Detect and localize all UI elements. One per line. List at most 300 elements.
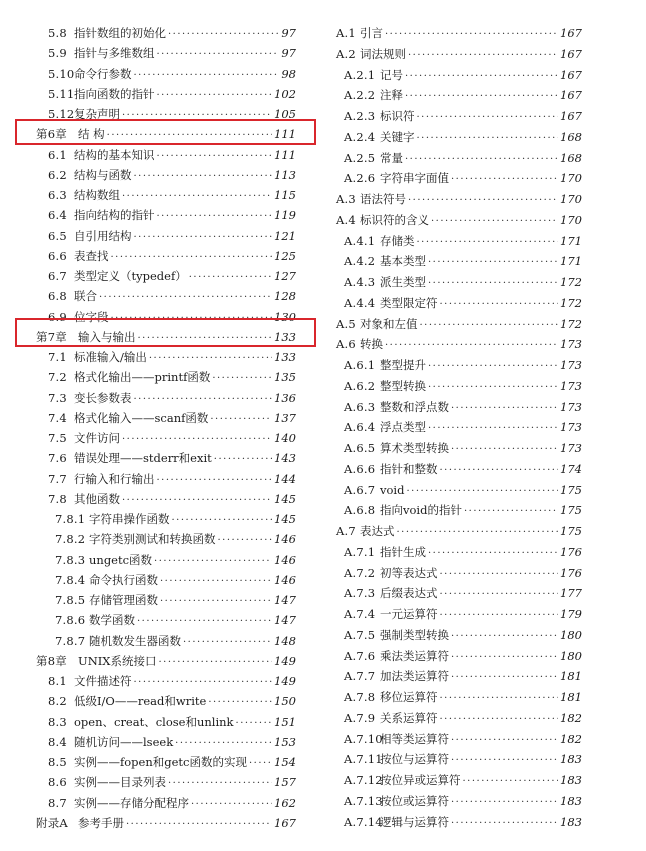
toc-entry-title: 实例——fopen和getc函数的实现 (74, 755, 247, 769)
dot-leader (137, 613, 272, 631)
toc-entry-number: 8.3 (48, 715, 67, 729)
toc-entry-title: 结构的基本知识 (74, 148, 155, 162)
toc-entry-title: 整型提升 (380, 358, 426, 372)
dot-leader (440, 586, 559, 604)
dot-leader (405, 151, 558, 169)
toc-entry[interactable] (48, 672, 296, 690)
toc-entry[interactable] (344, 418, 582, 436)
toc-entry-page-number: 149 (274, 654, 296, 668)
toc-entry-title: 表达式 (360, 524, 395, 538)
toc-entry-title: 文件描述符 (74, 674, 132, 688)
toc-entry[interactable] (336, 211, 582, 229)
toc-entry-page-number: 172 (560, 275, 582, 289)
toc-entry-title: open、creat、close和unlink (74, 715, 234, 729)
toc-entry-number: 7.8.2 (55, 532, 86, 546)
toc-entry[interactable] (344, 730, 582, 748)
toc-entry[interactable] (344, 377, 582, 395)
toc-entry-title: 命令执行函数 (89, 573, 158, 587)
toc-entry-page-number: 153 (274, 735, 296, 749)
dot-leader (189, 269, 272, 287)
toc-entry-number: A.7.4 (344, 607, 376, 621)
dot-leader (420, 317, 559, 335)
toc-entry[interactable] (55, 611, 296, 629)
toc-entry-page-number: 154 (274, 755, 296, 769)
toc-entry[interactable] (55, 571, 296, 589)
dot-leader (451, 794, 558, 812)
toc-entry-number: 7.8 (48, 492, 67, 506)
toc-entry[interactable] (48, 773, 296, 791)
toc-entry[interactable] (344, 564, 582, 582)
toc-entry-page-number: 136 (274, 391, 296, 405)
toc-entry-page-number: 175 (560, 524, 582, 538)
toc-entry-title: 自引用结构 (74, 229, 132, 243)
toc-entry[interactable] (344, 605, 582, 623)
toc-entry[interactable] (344, 107, 582, 125)
dot-leader (99, 289, 272, 307)
dot-leader (218, 532, 273, 550)
toc-entry-page-number: 97 (281, 46, 296, 60)
dot-leader (385, 337, 558, 355)
toc-entry-number: A.2.2 (344, 88, 376, 102)
toc-entry-title: 强制类型转换 (380, 628, 449, 642)
toc-entry-title: 字符串字面值 (380, 171, 449, 185)
toc-entry-page-number: 180 (560, 628, 582, 642)
toc-entry-title: 乘法类运算符 (380, 649, 449, 663)
toc-entry[interactable] (344, 356, 582, 374)
toc-entry-title: 输入与输出 (78, 330, 136, 344)
toc-entry[interactable] (48, 368, 296, 386)
toc-entry-page-number: 130 (274, 310, 296, 324)
dot-leader (451, 815, 558, 833)
toc-entry[interactable] (48, 794, 296, 812)
toc-entry-number: A.7.7 (344, 669, 376, 683)
toc-entry[interactable] (336, 45, 582, 63)
toc-entry[interactable] (344, 626, 582, 644)
toc-entry-title: 命令行参数 (74, 67, 132, 81)
dot-leader (451, 628, 558, 646)
toc-entry-page-number: 183 (560, 773, 582, 787)
toc-entry[interactable] (48, 692, 296, 710)
toc-entry-title: 按位与运算符 (380, 752, 449, 766)
toc-entry-page-number: 182 (560, 711, 582, 725)
toc-entry-title: 格式化输入——scanf函数 (74, 411, 209, 425)
dot-leader (122, 188, 272, 206)
toc-entry-number: 6.5 (48, 229, 67, 243)
toc-entry-number: A.7 (336, 524, 356, 538)
toc-entry[interactable] (344, 128, 582, 146)
toc-entry-number: 5.8 (48, 26, 67, 40)
toc-entry-title: 标识符的含义 (360, 213, 429, 227)
toc-entry-number: 7.8.3 (55, 553, 86, 567)
toc-entry-number: A.7.1 (344, 545, 376, 559)
toc-entry[interactable] (55, 591, 296, 609)
toc-entry-page-number: 176 (560, 545, 582, 559)
toc-entry-number: 6.6 (48, 249, 67, 263)
dot-leader (168, 775, 272, 793)
toc-entry-number: A.4 (336, 213, 356, 227)
toc-entry-page-number: 175 (560, 483, 582, 497)
dot-leader (160, 573, 272, 591)
toc-entry[interactable] (344, 169, 582, 187)
toc-entry-number: 7.8.5 (55, 593, 86, 607)
toc-entry-page-number: 167 (560, 68, 582, 82)
dot-leader (428, 379, 558, 397)
dot-leader (175, 735, 272, 753)
toc-entry-title: 字符串操作函数 (89, 512, 170, 526)
dot-leader (157, 87, 273, 105)
toc-entry-title: 对象和左值 (360, 317, 418, 331)
dot-leader (214, 451, 272, 469)
toc-entry-title: 相等类运算符 (380, 732, 449, 746)
toc-entry-number: 7.6 (48, 451, 67, 465)
toc-entry-page-number: 172 (560, 317, 582, 331)
toc-entry[interactable] (336, 315, 582, 333)
toc-entry[interactable] (344, 543, 582, 561)
toc-entry-page-number: 168 (560, 130, 582, 144)
dot-leader (440, 690, 559, 708)
toc-entry-title: 加法类运算符 (380, 669, 449, 683)
toc-entry-title: 整数和浮点数 (380, 400, 449, 414)
dot-leader (405, 88, 558, 106)
toc-entry-title: 指向函数的指针 (74, 87, 155, 101)
toc-entry-page-number: 173 (560, 358, 582, 372)
toc-entry-number: 7.8.1 (55, 512, 86, 526)
toc-entry-page-number: 145 (274, 512, 296, 526)
toc-entry[interactable] (344, 232, 582, 250)
toc-entry-page-number: 125 (274, 249, 296, 263)
toc-entry-title: 后缀表达式 (380, 586, 438, 600)
toc-entry-page-number: 172 (560, 296, 582, 310)
toc-entry[interactable] (344, 398, 582, 416)
dot-leader (451, 400, 558, 418)
toc-entry-number: A.6.8 (344, 503, 376, 517)
dot-leader (134, 168, 273, 186)
toc-entry-page-number: 175 (560, 503, 582, 517)
toc-entry-number: 6.7 (48, 269, 67, 283)
toc-entry-number: A.6.6 (344, 462, 376, 476)
dot-leader (249, 755, 272, 773)
toc-entry[interactable] (344, 481, 582, 499)
toc-entry[interactable] (48, 348, 296, 366)
toc-entry[interactable] (344, 252, 582, 270)
toc-entry-title: UNIX系统接口 (78, 654, 157, 668)
toc-entry[interactable] (55, 530, 296, 548)
toc-entry-page-number: 173 (560, 441, 582, 455)
toc-entry[interactable] (55, 632, 296, 650)
toc-entry[interactable] (55, 510, 296, 528)
dot-leader (111, 249, 273, 267)
toc-entry-page-number: 168 (560, 151, 582, 165)
toc-entry-page-number: 173 (560, 379, 582, 393)
toc-entry-title: 位字段 (74, 310, 109, 324)
dot-leader (408, 47, 558, 65)
toc-entry-title: 格式化输出——printf函数 (74, 370, 211, 384)
toc-entry-title: 其他函数 (74, 492, 120, 506)
toc-entry-number: A.3 (336, 192, 356, 206)
toc-entry-number: 6.1 (48, 148, 67, 162)
toc-entry[interactable] (48, 409, 296, 427)
toc-entry-page-number: 143 (274, 451, 296, 465)
toc-entry[interactable] (48, 186, 296, 204)
toc-entry[interactable] (344, 273, 582, 291)
toc-entry-title: 语法符号 (360, 192, 406, 206)
toc-entry[interactable] (48, 166, 296, 184)
toc-entry[interactable] (344, 294, 582, 312)
toc-entry-page-number: 119 (274, 208, 296, 222)
toc-entry-number: 6.2 (48, 168, 67, 182)
toc-entry[interactable] (48, 287, 296, 305)
toc-entry-page-number: 181 (560, 669, 582, 683)
toc-entry-page-number: 102 (274, 87, 296, 101)
toc-entry-number: 6.4 (48, 208, 67, 222)
toc-entry[interactable] (48, 470, 296, 488)
dot-leader (236, 715, 273, 733)
toc-entry-page-number: 162 (274, 796, 296, 810)
dot-leader (154, 553, 272, 571)
dot-leader (428, 545, 558, 563)
dot-leader (451, 752, 558, 770)
toc-entry-page-number: 137 (274, 411, 296, 425)
highlight-box-chapter-6 (15, 119, 316, 145)
dot-leader (168, 26, 279, 44)
dot-leader (134, 67, 280, 85)
toc-entry-page-number: 183 (560, 752, 582, 766)
toc-entry[interactable] (55, 551, 296, 569)
toc-entry-title: 转换 (360, 337, 383, 351)
toc-entry[interactable] (48, 44, 296, 62)
toc-entry-page-number: 111 (274, 148, 296, 162)
toc-entry-page-number: 183 (560, 815, 582, 829)
toc-entry[interactable] (336, 335, 582, 353)
toc-entry-number: A.4.2 (344, 254, 376, 268)
toc-entry-number: 5.11 (48, 87, 75, 101)
toc-entry-title: 基本类型 (380, 254, 426, 268)
toc-entry-number: A.7.8 (344, 690, 376, 704)
toc-entry-title: 结 构 (78, 127, 105, 141)
toc-entry[interactable] (48, 206, 296, 224)
toc-entry[interactable] (344, 439, 582, 457)
toc-entry-page-number: 167 (274, 816, 296, 830)
toc-entry-title: 错误处理——stderr和exit (74, 451, 212, 465)
dot-leader (440, 711, 559, 729)
dot-leader (440, 607, 559, 625)
toc-entry-title: 文件访问 (74, 431, 120, 445)
toc-entry[interactable] (344, 66, 582, 84)
toc-entry[interactable] (344, 709, 582, 727)
toc-entry-number: 第7章 (36, 330, 67, 344)
toc-entry-number: A.6.1 (344, 358, 376, 372)
dot-leader (157, 148, 273, 166)
toc-entry[interactable] (36, 652, 296, 670)
toc-entry-page-number: 182 (560, 732, 582, 746)
toc-entry-title: 存储管理函数 (89, 593, 158, 607)
toc-entry[interactable] (344, 149, 582, 167)
toc-entry[interactable] (344, 86, 582, 104)
dot-leader (428, 254, 558, 272)
toc-entry-number: 7.8.7 (55, 634, 86, 648)
toc-entry-page-number: 127 (274, 269, 296, 283)
toc-entry-page-number: 167 (560, 88, 582, 102)
toc-entry[interactable] (48, 146, 296, 164)
toc-entry-number: A.7.3 (344, 586, 376, 600)
toc-entry[interactable] (48, 490, 296, 508)
dot-leader (134, 229, 273, 247)
toc-entry-title: 复杂声明 (74, 107, 120, 121)
toc-entry-title: 算术类型转换 (380, 441, 449, 455)
toc-entry-page-number: 97 (281, 26, 296, 40)
toc-entry-page-number: 176 (560, 566, 582, 580)
toc-entry-page-number: 181 (560, 690, 582, 704)
toc-entry-page-number: 145 (274, 492, 296, 506)
dot-leader (149, 350, 272, 368)
dot-leader (158, 654, 272, 672)
toc-entry-page-number: 147 (274, 593, 296, 607)
toc-entry-title: 标准输入/输出 (74, 350, 147, 364)
toc-entry-page-number: 170 (560, 192, 582, 206)
toc-entry-page-number: 148 (274, 634, 296, 648)
dot-leader (157, 46, 280, 64)
toc-entry-page-number: 179 (560, 607, 582, 621)
toc-entry-page-number: 170 (560, 213, 582, 227)
toc-entry-page-number: 180 (560, 649, 582, 663)
dot-leader (417, 234, 559, 252)
toc-entry[interactable] (344, 688, 582, 706)
toc-entry-title: 指针与多维数组 (74, 46, 155, 60)
toc-entry-title: 初等表达式 (380, 566, 438, 580)
toc-entry-title: 实例——目录列表 (74, 775, 166, 789)
dot-leader (440, 296, 559, 314)
dot-leader (408, 192, 558, 210)
dot-leader (464, 503, 558, 521)
toc-entry-number: 7.4 (48, 411, 67, 425)
dot-leader (157, 208, 273, 226)
toc-entry-number: A.2.4 (344, 130, 376, 144)
toc-entry-number: 8.4 (48, 735, 67, 749)
toc-entry[interactable] (48, 65, 296, 83)
toc-entry-number: A.7.9 (344, 711, 376, 725)
toc-entry-number: 5.9 (48, 46, 67, 60)
toc-entry-number: 7.8.6 (55, 613, 86, 627)
toc-entry-title: 类型限定符 (380, 296, 438, 310)
toc-entry-page-number: 171 (560, 234, 582, 248)
toc-entry[interactable] (344, 501, 582, 519)
toc-entry[interactable] (48, 24, 296, 42)
toc-entry-page-number: 133 (274, 350, 296, 364)
toc-entry-number: A.6.7 (344, 483, 376, 497)
toc-entry-number: A.7.5 (344, 628, 376, 642)
toc-entry-page-number: 177 (560, 586, 582, 600)
toc-entry-page-number: 113 (274, 168, 296, 182)
dot-leader (183, 634, 272, 652)
toc-entry-number: 附录A (36, 816, 68, 830)
toc-entry[interactable] (344, 584, 582, 602)
dot-leader (157, 472, 273, 490)
toc-entry-title: 参考手册 (78, 816, 124, 830)
toc-entry[interactable] (344, 667, 582, 685)
toc-entry-number: A.6.2 (344, 379, 376, 393)
toc-entry[interactable] (48, 449, 296, 467)
toc-entry-page-number: 105 (274, 107, 296, 121)
toc-entry[interactable] (344, 792, 582, 810)
toc-entry-page-number: 157 (274, 775, 296, 789)
toc-entry-title: 随机访问——lseek (74, 735, 174, 749)
toc-entry[interactable] (36, 814, 296, 832)
toc-entry[interactable] (48, 227, 296, 245)
toc-entry[interactable] (48, 389, 296, 407)
toc-entry[interactable] (48, 713, 296, 731)
toc-entry[interactable] (48, 85, 296, 103)
toc-entry[interactable] (48, 753, 296, 771)
toc-entry-title: 整型转换 (380, 379, 426, 393)
toc-entry[interactable] (344, 750, 582, 768)
toc-entry-page-number: 173 (560, 400, 582, 414)
dot-leader (451, 171, 558, 189)
toc-entry-title: 逻辑与运算符 (380, 815, 449, 829)
toc-entry-title: 按位或运算符 (380, 794, 449, 808)
toc-entry[interactable] (344, 460, 582, 478)
toc-entry-title: 指向结构的指针 (74, 208, 155, 222)
dot-leader (122, 492, 272, 510)
toc-entry[interactable] (48, 267, 296, 285)
toc-entry-number: 6.3 (48, 188, 67, 202)
toc-entry-title: 注释 (380, 88, 403, 102)
toc-entry-title: 字符类别测试和转换函数 (89, 532, 216, 546)
toc-entry-page-number: 140 (274, 431, 296, 445)
toc-entry-page-number: 149 (274, 674, 296, 688)
toc-entry-number: A.7.12 (344, 773, 383, 787)
dot-leader (451, 649, 558, 667)
dot-leader (440, 566, 559, 584)
toc-entry-number: A.4.3 (344, 275, 376, 289)
toc-entry[interactable] (336, 522, 582, 540)
toc-entry-page-number: 121 (274, 229, 296, 243)
toc-entry-number: 7.5 (48, 431, 67, 445)
toc-entry-title: ungetc函数 (89, 553, 153, 567)
toc-entry[interactable] (336, 24, 582, 42)
dot-leader (451, 732, 558, 750)
toc-entry-title: 移位运算符 (380, 690, 438, 704)
toc-entry-title: 结构与函数 (74, 168, 132, 182)
toc-entry-number: 7.2 (48, 370, 67, 384)
toc-entry-number: 7.1 (48, 350, 67, 364)
toc-entry[interactable] (48, 429, 296, 447)
dot-leader (191, 796, 272, 814)
toc-entry-page-number: 146 (274, 553, 296, 567)
toc-entry-page-number: 167 (560, 109, 582, 123)
toc-entry-title: 实例——存储分配程序 (74, 796, 189, 810)
dot-leader (406, 483, 558, 501)
toc-entry-title: 随机数发生器函数 (89, 634, 181, 648)
toc-entry-title: 关键字 (380, 130, 415, 144)
toc-entry-title: 引言 (360, 26, 383, 40)
dot-leader (417, 130, 559, 148)
toc-entry-page-number: 144 (274, 472, 296, 486)
toc-entry-number: A.6.3 (344, 400, 376, 414)
toc-entry[interactable] (48, 733, 296, 751)
toc-entry-page-number: 98 (281, 67, 296, 81)
toc-entry[interactable] (48, 247, 296, 265)
toc-entry[interactable] (344, 647, 582, 665)
toc-entry[interactable] (344, 771, 582, 789)
toc-entry[interactable] (344, 813, 582, 831)
toc-entry-number: 8.5 (48, 755, 67, 769)
toc-entry-page-number: 171 (560, 254, 582, 268)
toc-entry-number: A.7.6 (344, 649, 376, 663)
toc-entry[interactable] (336, 190, 582, 208)
toc-entry-title: 浮点类型 (380, 420, 426, 434)
dot-leader (451, 441, 558, 459)
toc-entry-number: A.2.1 (344, 68, 376, 82)
